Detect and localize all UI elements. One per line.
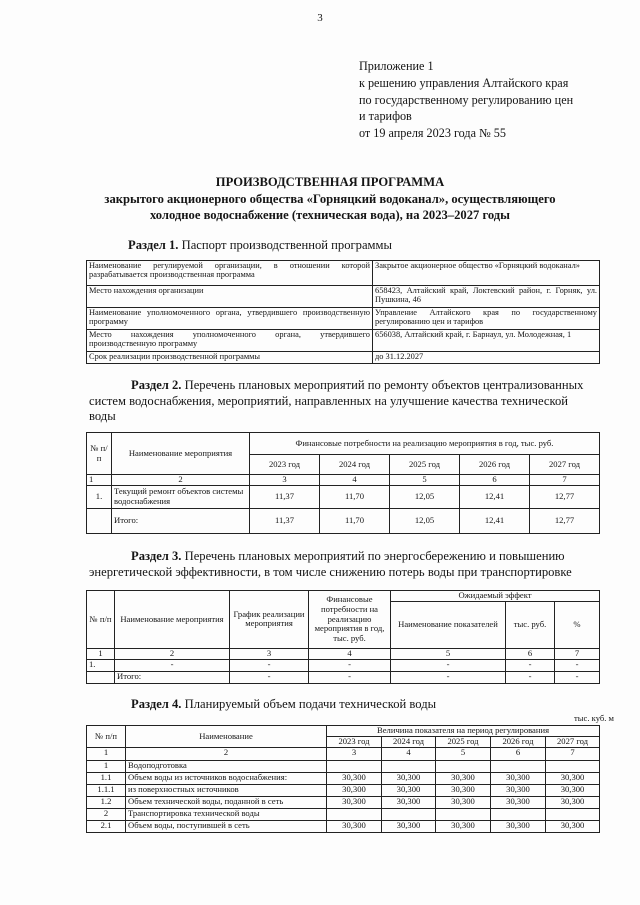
row-value: 11,37 — [250, 486, 320, 509]
row-num — [87, 671, 115, 683]
section3-title-line: энергетической эффективности, в том числе снижению потерь воды при транспортировке — [89, 564, 572, 579]
appendix-line: по государственному регулированию цен — [359, 92, 574, 107]
table-row — [87, 761, 600, 773]
section4-title: Планируемый объем подачи технической воды — [184, 697, 437, 711]
row-name: Транспортировка технической воды — [126, 809, 327, 821]
col-header-year: 2027 год — [546, 737, 600, 748]
row-cell: - — [230, 671, 309, 683]
table-row — [87, 773, 600, 785]
row-value: 12,41 — [460, 486, 530, 509]
row-value — [327, 761, 382, 773]
col-header-year: 2024 год — [382, 737, 436, 748]
page-number: 3 — [317, 12, 323, 24]
row-name: Текущий ремонт объектов системы водоснабжения — [112, 486, 250, 509]
col-header-group: Величина показателя на период регулирования — [327, 726, 600, 737]
col-header-year: 2025 год — [390, 455, 460, 475]
appendix-line: и тарифов — [359, 109, 412, 124]
col-header-num: № п/п — [87, 591, 115, 649]
col-index: 6 — [460, 475, 530, 486]
table-row — [87, 486, 600, 509]
col-index: 5 — [436, 748, 491, 761]
col-header-year: 2025 год — [436, 737, 491, 748]
appendix-block — [359, 58, 619, 142]
col-header-finance: Финансовые потребности на реализацию мероприятия в год, тыс. руб. — [309, 591, 391, 649]
passport-name: Наименование регулируемой организации, в отношении которой разрабатывается производственная программа — [87, 261, 373, 286]
row-value: 30,300 — [436, 785, 491, 797]
table-row — [87, 308, 600, 330]
col-header-year: 2026 год — [491, 737, 546, 748]
col-index: 6 — [491, 748, 546, 761]
row-cell: - — [115, 659, 230, 671]
row-value — [546, 809, 600, 821]
row-name: Объем воды, поступившей в сеть — [126, 821, 327, 833]
appendix-line: Приложение 1 — [359, 59, 434, 73]
row-name: Итого: — [112, 509, 250, 534]
passport-table — [86, 260, 600, 364]
row-value: 30,300 — [327, 773, 382, 785]
row-value: 12,77 — [530, 486, 600, 509]
passport-value: Закрытое акционерное общество «Горняцкий водоканал» — [373, 261, 600, 286]
section2-heading — [89, 378, 600, 425]
row-value: 30,300 — [491, 785, 546, 797]
row-value: 12,41 — [460, 509, 530, 534]
row-value: 30,300 — [436, 797, 491, 809]
appendix-line: от 19 апреля 2023 года № 55 — [359, 126, 506, 141]
row-value: 30,300 — [436, 773, 491, 785]
row-value: 30,300 — [546, 785, 600, 797]
section1-title: Паспорт производственной программы — [181, 238, 392, 252]
unit-label: тыс. куб. м — [574, 713, 614, 723]
row-cell: - — [506, 671, 555, 683]
row-cell: - — [230, 659, 309, 671]
row-value: 30,300 — [491, 773, 546, 785]
table-row — [87, 797, 600, 809]
row-value: 30,300 — [327, 821, 382, 833]
col-header-percent: % — [555, 601, 600, 648]
section1-heading — [128, 238, 392, 254]
row-value — [436, 809, 491, 821]
col-index: 3 — [230, 648, 309, 659]
row-value: 30,300 — [382, 821, 436, 833]
col-header-year: 2027 год — [530, 455, 600, 475]
table-row — [87, 286, 600, 308]
row-value: 30,300 — [436, 821, 491, 833]
col-index: 5 — [391, 648, 506, 659]
row-value: 30,300 — [382, 797, 436, 809]
row-cell: - — [309, 671, 391, 683]
section2-title-line: Перечень плановых мероприятий по ремонту объектов централизованных — [184, 378, 584, 392]
col-index: 2 — [112, 475, 250, 486]
col-index: 1 — [87, 748, 126, 761]
row-value: 30,300 — [327, 785, 382, 797]
row-cell: - — [506, 659, 555, 671]
table-header-row — [87, 726, 600, 737]
table-row — [87, 821, 600, 833]
document-title — [40, 174, 620, 224]
passport-value: Управление Алтайского края по государственному регулированию цен и тарифов — [373, 308, 600, 330]
row-value — [327, 809, 382, 821]
col-index: 1 — [87, 648, 115, 659]
col-index: 2 — [126, 748, 327, 761]
row-num: 1.2 — [87, 797, 126, 809]
repair-measures-table — [86, 432, 600, 534]
passport-name: Место нахождения уполномоченного органа, утвердившего производственную программу — [87, 330, 373, 352]
col-index: 5 — [390, 475, 460, 486]
row-value: 11,70 — [320, 486, 390, 509]
row-cell: - — [391, 659, 506, 671]
col-index: 4 — [382, 748, 436, 761]
row-cell: - — [555, 671, 600, 683]
row-value — [382, 761, 436, 773]
col-header-name: Наименование мероприятия — [112, 433, 250, 475]
col-index: 6 — [506, 648, 555, 659]
row-value: 12,05 — [390, 509, 460, 534]
row-num: 2.1 — [87, 821, 126, 833]
row-num: 1 — [87, 761, 126, 773]
passport-name: Срок реализации производственной программы — [87, 352, 373, 364]
col-header-num: № п/п — [87, 433, 112, 475]
row-name: Водоподготовка — [126, 761, 327, 773]
row-num: 1. — [87, 659, 115, 671]
col-header-name: Наименование — [126, 726, 327, 748]
section2-title-line: воды — [89, 409, 116, 423]
col-index: 4 — [309, 648, 391, 659]
section3-heading — [89, 549, 600, 580]
table-row — [87, 352, 600, 364]
table-row — [87, 659, 600, 671]
row-num: 1. — [87, 486, 112, 509]
section1-label: Раздел 1. — [128, 238, 179, 252]
row-name: Объем технической воды, поданной в сеть — [126, 797, 327, 809]
table-row — [87, 785, 600, 797]
section2-title-line: систем водоснабжения, мероприятий, направленных на улучшение качества технической — [89, 393, 569, 408]
col-header-year: 2023 год — [327, 737, 382, 748]
section3-label: Раздел 3. — [131, 549, 182, 563]
row-value: 30,300 — [382, 785, 436, 797]
col-header-year: 2024 год — [320, 455, 390, 475]
row-value: 30,300 — [546, 797, 600, 809]
table-header-row — [87, 591, 600, 602]
row-value — [546, 761, 600, 773]
col-index: 3 — [250, 475, 320, 486]
table-row — [87, 330, 600, 352]
title-line: закрытого акционерного общества «Горняцкий водоканал», осуществляющего — [104, 191, 556, 206]
table-header-row — [87, 433, 600, 455]
row-cell: - — [309, 659, 391, 671]
row-value: 30,300 — [546, 821, 600, 833]
row-value: 11,70 — [320, 509, 390, 534]
water-volume-table — [86, 725, 600, 833]
title-line: ПРОИЗВОДСТВЕННАЯ ПРОГРАММА — [215, 175, 445, 189]
col-index: 7 — [546, 748, 600, 761]
passport-value: 658423, Алтайский край, Локтевский район, г. Горняк, ул. Пушкина, 46 — [373, 286, 600, 308]
energy-measures-table — [86, 590, 600, 684]
col-header-rub: тыс. руб. — [506, 601, 555, 648]
section2-label: Раздел 2. — [131, 378, 182, 392]
col-header-num: № п/п — [87, 726, 126, 748]
table-row — [87, 809, 600, 821]
col-header-year: 2026 год — [460, 455, 530, 475]
row-value: 11,37 — [250, 509, 320, 534]
row-num: 2 — [87, 809, 126, 821]
row-value — [382, 809, 436, 821]
col-header-effect: Ожидаемый эффект — [391, 591, 600, 602]
col-index: 1 — [87, 475, 112, 486]
row-cell: - — [391, 671, 506, 683]
passport-name: Место нахождения организации — [87, 286, 373, 308]
title-line: холодное водоснабжение (техническая вода), на 2023–2027 годы — [149, 208, 510, 222]
table-index-row — [87, 475, 600, 486]
row-name: из поверхностных источников — [126, 785, 327, 797]
passport-name: Наименование уполномоченного органа, утвердившего производственную программу — [87, 308, 373, 330]
col-header-group: Финансовые потребности на реализацию мероприятия в год, тыс. руб. — [250, 433, 600, 455]
section4-label: Раздел 4. — [131, 697, 182, 711]
row-value: 12,05 — [390, 486, 460, 509]
row-value — [436, 761, 491, 773]
row-value: 30,300 — [491, 797, 546, 809]
row-num: 1.1.1 — [87, 785, 126, 797]
section3-title-line: Перечень плановых мероприятий по энергосбережению и повышению — [184, 549, 565, 563]
appendix-line: к решению управления Алтайского края — [359, 75, 569, 90]
row-value: 30,300 — [382, 773, 436, 785]
section4-heading — [131, 697, 436, 713]
table-row — [87, 671, 600, 683]
col-index: 2 — [115, 648, 230, 659]
col-header-schedule: График реализации мероприятия — [230, 591, 309, 649]
passport-value: до 31.12.2027 — [373, 352, 600, 364]
passport-value: 656038, Алтайский край, г. Барнаул, ул. Молодежная, 1 — [373, 330, 600, 352]
table-index-row — [87, 648, 600, 659]
col-header-indicator: Наименование показателей — [391, 601, 506, 648]
col-header-year: 2023 год — [250, 455, 320, 475]
table-row — [87, 261, 600, 286]
row-value — [491, 809, 546, 821]
row-cell: Итого: — [115, 671, 230, 683]
col-index: 7 — [555, 648, 600, 659]
col-header-name: Наименование мероприятия — [115, 591, 230, 649]
row-num — [87, 509, 112, 534]
table-row — [87, 509, 600, 534]
col-index: 3 — [327, 748, 382, 761]
row-value: 30,300 — [327, 797, 382, 809]
row-value — [491, 761, 546, 773]
row-value: 12,77 — [530, 509, 600, 534]
row-value: 30,300 — [546, 773, 600, 785]
row-cell: - — [555, 659, 600, 671]
col-index: 7 — [530, 475, 600, 486]
row-value: 30,300 — [491, 821, 546, 833]
row-num: 1.1 — [87, 773, 126, 785]
table-index-row — [87, 748, 600, 761]
row-name: Объем воды из источников водоснабжения: — [126, 773, 327, 785]
col-index: 4 — [320, 475, 390, 486]
